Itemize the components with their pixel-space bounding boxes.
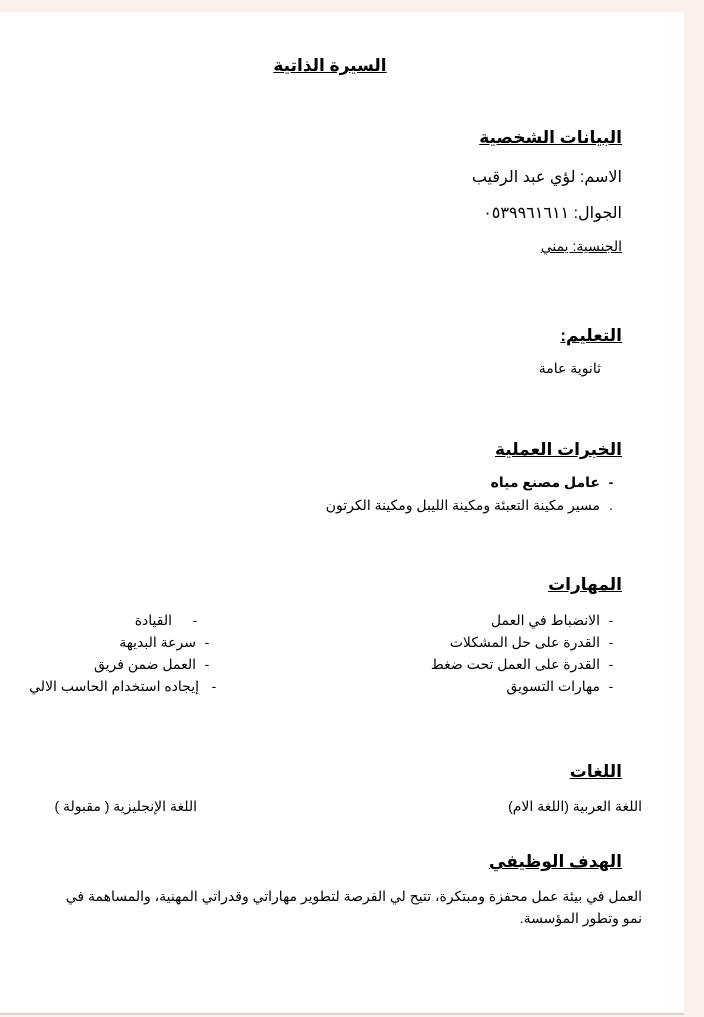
cv-page — [0, 12, 684, 1012]
education-item: ثانوية عامة — [538, 360, 601, 376]
language-item: اللغة العربية (اللغة الام) — [508, 798, 642, 814]
education-heading: التعليم: — [560, 326, 622, 345]
experience-item: -عامل مصنع مياه — [491, 474, 622, 491]
personal-nationality: الجنسية: يمني — [540, 238, 622, 254]
bullet-dot: . — [609, 497, 613, 513]
language-item: اللغة الإنجليزية ( مقبولة ) — [54, 798, 197, 814]
skill-item: -مهارات التسويق — [506, 678, 614, 694]
experience-item: .مسير مكينة التعبئة ومكينة الليبل ومكينة الكرتون — [326, 497, 622, 514]
objective-line: العمل في بيئة عمل محفزة ومبتكرة، تتيح لي الفرصة لتطوير مهاراتي وقدراتي المهنية، والمساهمة في — [65, 888, 642, 904]
skill-item: -القدرة على العمل تحت ضغط — [430, 656, 614, 672]
personal-heading: البيانات الشخصية — [479, 128, 622, 147]
page-bottom-border — [0, 1013, 684, 1015]
skill-item: -إيجاده استخدام الحاسب الالي — [29, 678, 217, 694]
skill-item: -سرعة البديهة — [119, 634, 210, 650]
skill-item: -القدرة على حل المشكلات — [449, 634, 614, 650]
objective-line: نمو وتطور المؤسسة. — [519, 910, 642, 926]
page-title: السيرة الذاتية — [273, 56, 387, 75]
languages-heading: اللغات — [569, 762, 622, 781]
personal-phone: الجوال: ٠٥٣٩٩٦١٦١١ — [483, 205, 622, 222]
skill-item: -العمل ضمن فريق — [93, 656, 210, 672]
skill-item: -الانضباط في العمل — [490, 612, 614, 628]
objective-heading: الهدف الوظيفي — [489, 852, 622, 871]
skills-heading: المهارات — [548, 575, 622, 594]
experience-heading: الخبرات العملية — [494, 440, 622, 459]
personal-name: الاسم: لؤي عبد الرقيب — [471, 169, 622, 186]
bullet-dash: - — [608, 474, 614, 490]
skill-item: -القيادة — [134, 612, 198, 628]
